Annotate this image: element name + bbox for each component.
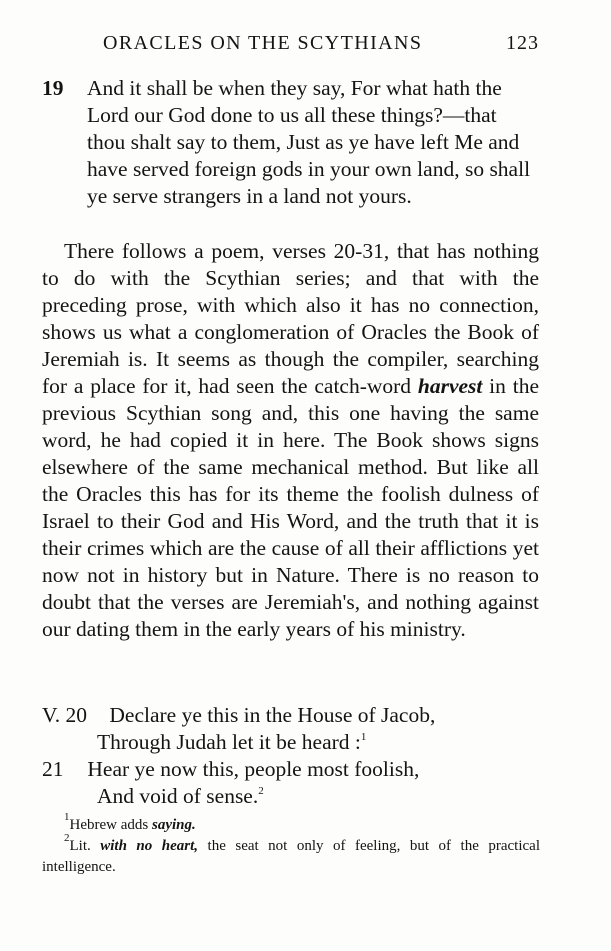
footnote-ref: 1 <box>360 731 367 743</box>
verse-label: V. 20 <box>42 703 88 727</box>
poem-line <box>42 783 542 810</box>
page-number: 123 <box>506 32 539 54</box>
footnotes <box>42 811 540 878</box>
poem-line <box>42 729 542 756</box>
commentary-paragraph <box>42 238 539 643</box>
footnote-2 <box>42 832 540 878</box>
verse-text: And it shall be when they say, For what hath the Lord our God done to us all these things?—that thou shalt say to them, Just as ye have left Me and have served foreign gods in your own land, so shall ye serve strangers in a land not yours. <box>87 76 531 208</box>
poem-line <box>42 702 542 729</box>
verse-label: 21 <box>42 757 64 781</box>
poem-line-text: Through Judah let it be heard : <box>97 730 361 754</box>
verse-number: 19 <box>42 76 64 100</box>
commentary-text-after: in the previous Scythian song and, this one having the same word, he had copied it in here. The Book shows signs elsewhere of the same mechanical method. But like all the Oracles this has for its theme the foolish dulness of Israel to their God and His Word, and the truth that it is their crimes which are the cause of all their afflictions yet now not in history but in Nature. There is no reason to doubt that the verses are Jeremiah's, and nothing against our dating them in the early years of his ministry. <box>42 374 539 641</box>
footnote-ref: 2 <box>258 785 264 797</box>
poem-block <box>42 702 542 810</box>
poem-line-text: Declare ye this in the House of Jacob, <box>109 703 436 727</box>
footnote-text: Hebrew adds <box>69 817 152 833</box>
poem-line-text: And void of sense. <box>97 784 259 808</box>
footnote-mark: 1 <box>64 811 70 823</box>
poem-line <box>42 756 542 783</box>
footnote-text: Lit. <box>69 838 101 854</box>
footnote-1 <box>42 811 540 836</box>
footnote-text: the seat not only of feeling, but of the practical intelligence. <box>42 838 540 875</box>
footnote-italic: with no heart, <box>100 838 199 854</box>
poem-line-text: Hear ye now this, people most foolish, <box>87 757 420 781</box>
footnote-mark: 2 <box>64 832 70 844</box>
catchword: harvest <box>417 374 483 398</box>
commentary-text-before: There follows a poem, verses 20-31, that has nothing to do with the Scythian series; and that with the preceding prose, with which also it has no connection, shows us what a conglomeration of Oracles the Book of Jeremiah is. It seems as though the compiler, searching for a place for it, had seen the catch-word <box>42 239 539 398</box>
footnote-italic: saying. <box>151 817 196 833</box>
verse-19 <box>42 75 542 210</box>
running-title: ORACLES ON THE SCYTHIANS <box>103 32 423 54</box>
